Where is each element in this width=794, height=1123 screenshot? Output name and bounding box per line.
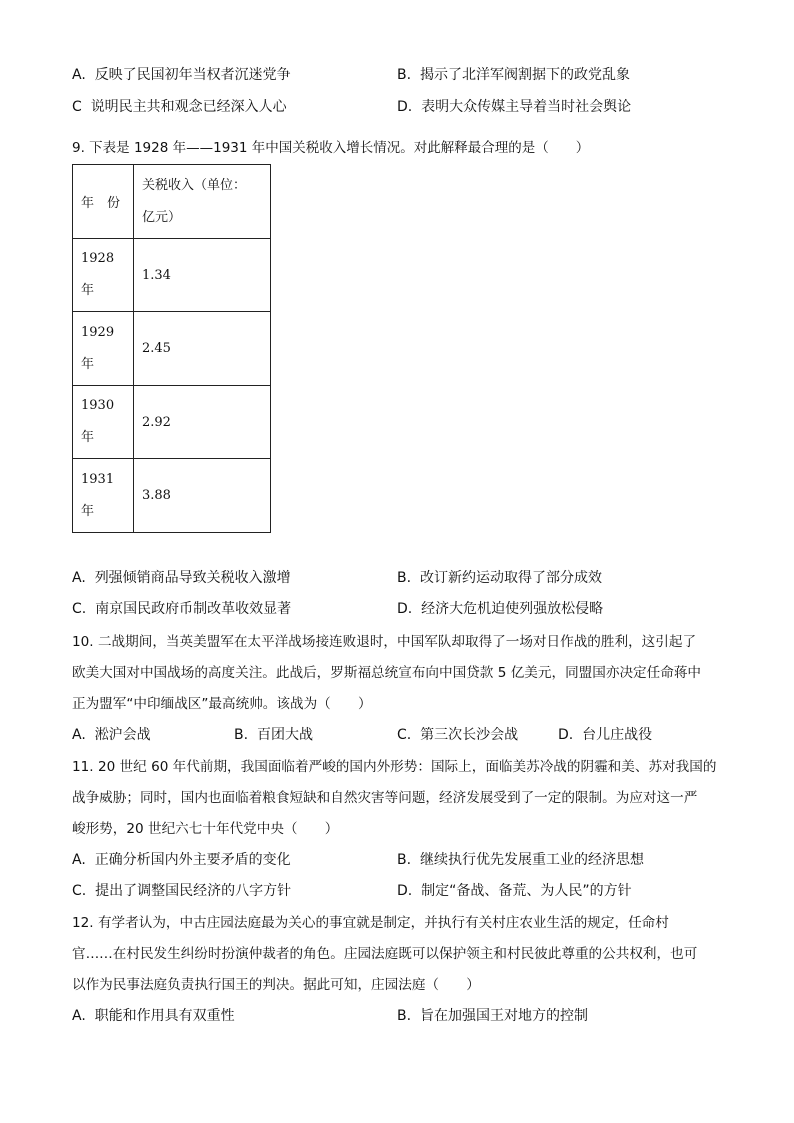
option-letter: B.: [234, 727, 249, 743]
q10-line-1: 10. 二战期间，当英美盟军在太平洋战场接连败退时，中国军队却取得了一场对日作战的胜利，这引起了: [72, 634, 697, 650]
option-text: 反映了民国初年当权者沉迷党争: [94, 67, 291, 83]
header-year: 年 份: [73, 165, 134, 239]
q10-option-d: [558, 720, 652, 751]
option-letter: C: [72, 99, 82, 115]
option-text: 表明大众传媒主导着当时社会舆论: [421, 99, 632, 115]
q8-option-b: [397, 60, 630, 91]
q12-line-1: 12. 有学者认为，中古庄园法庭最为关心的事宜就是制定，并执行有关村庄农业生活的规定，任命村: [72, 915, 669, 931]
table-header-row: [73, 165, 271, 239]
year-cell: [73, 239, 134, 312]
option-text: 提出了调整国民经济的八字方针: [95, 883, 292, 899]
q12-option-b: [397, 1001, 588, 1032]
option-text: 台儿庄战役: [582, 727, 653, 743]
value-cell: 2.92: [134, 386, 271, 459]
year-number: 1928: [81, 251, 115, 266]
q10-option-c: [397, 720, 518, 751]
year-cell: [73, 459, 134, 533]
option-text: 揭示了北洋军阀割据下的政党乱象: [419, 67, 630, 83]
year-number: 1930: [81, 398, 115, 413]
option-text: 淞沪会战: [94, 727, 151, 743]
option-text: 列强倾销商品导致关税收入激增: [94, 570, 291, 586]
q12-option-a: [72, 1001, 235, 1032]
option-letter: D.: [397, 99, 413, 115]
option-letter: C.: [72, 883, 87, 899]
q11-line-1: 11. 20 世纪 60 年代前期，我国面临着严峻的国内外形势：国际上，面临美苏冷战的阴霾和美、苏对我国的: [72, 759, 717, 775]
option-text: 改订新约运动取得了部分成效: [419, 570, 602, 586]
option-text: 百团大战: [256, 727, 313, 743]
q11-option-c: [72, 876, 291, 907]
table-row: [73, 386, 271, 459]
header-value-line1: 关税收入（单位：: [142, 177, 247, 193]
q9-option-a: [72, 563, 291, 594]
option-text: 南京国民政府币制改革收效显著: [95, 601, 292, 617]
year-cell: [73, 312, 134, 386]
q10-option-a: [72, 720, 151, 751]
year-suffix: 年: [81, 430, 95, 445]
value-cell: 2.45: [134, 312, 271, 386]
q12-line-2: 官……在村民发生纠纷时扮演仲裁者的角色。庄园法庭既可以保护领主和村民彼此尊重的公共权利，也可: [72, 946, 698, 962]
q8-option-d: [397, 92, 631, 123]
q8-option-a: [72, 60, 291, 91]
option-text: 说明民主共和观念已经深入人心: [90, 99, 287, 115]
option-letter: B.: [397, 852, 412, 868]
q10-line-3: 正为盟军“中印缅战区”最高统帅。该战为（ ）: [72, 696, 372, 712]
q8-option-c: [72, 92, 287, 123]
year-suffix: 年: [81, 503, 95, 519]
option-letter: A.: [72, 570, 86, 586]
value-cell: 1.34: [134, 239, 271, 312]
option-text: 旨在加强国王对地方的控制: [419, 1008, 588, 1024]
option-letter: A.: [72, 1008, 86, 1024]
q11-option-a: [72, 845, 291, 876]
option-text: 职能和作用具有双重性: [94, 1008, 235, 1024]
q9-stem: 9. 下表是 1928 年——1931 年中国关税收入增长情况。对此解释最合理的是（ ）: [72, 140, 590, 156]
tariff-table: [72, 164, 271, 533]
option-text: 继续执行优先发展重工业的经济思想: [419, 852, 644, 868]
option-letter: B.: [397, 1008, 412, 1024]
year-suffix: 年: [81, 356, 95, 372]
year-number: 1929: [81, 324, 115, 340]
q10-option-b: [234, 720, 313, 751]
q12-line-3: 以作为民事法庭负责执行国王的判决。据此可知，庄园法庭（ ）: [72, 977, 480, 993]
option-text: 第三次长沙会战: [420, 727, 519, 743]
q11-line-3: 峻形势，20 世纪六七十年代党中央（ ）: [72, 821, 339, 837]
table-row: [73, 239, 271, 312]
header-value: [134, 165, 271, 239]
q11-line-2: 战争威胁；同时，国内也面临着粮食短缺和自然灾害等问题，经济发展受到了一定的限制。为应对这一严: [72, 790, 698, 806]
q9-option-b: [397, 563, 602, 594]
table-row: [73, 312, 271, 386]
option-letter: C.: [72, 601, 87, 617]
option-letter: A.: [72, 67, 86, 83]
value-cell: 3.88: [134, 459, 271, 533]
option-text: 制定“备战、备荒、为人民”的方针: [421, 883, 632, 899]
option-letter: D.: [397, 601, 413, 617]
option-letter: B.: [397, 570, 412, 586]
option-letter: A.: [72, 852, 86, 868]
q11-option-b: [397, 845, 644, 876]
option-letter: A.: [72, 727, 86, 743]
option-text: 经济大危机迫使列强放松侵略: [421, 601, 604, 617]
option-text: 正确分析国内外主要矛盾的变化: [94, 852, 291, 868]
option-letter: B.: [397, 67, 412, 83]
option-letter: D.: [558, 727, 574, 743]
header-value-line2: 亿元）: [142, 209, 182, 225]
option-letter: C.: [397, 727, 412, 743]
option-letter: D.: [397, 883, 413, 899]
q9-option-d: [397, 594, 603, 625]
q11-option-d: [397, 876, 632, 907]
q9-option-c: [72, 594, 291, 625]
year-cell: [73, 386, 134, 459]
table-row: [73, 459, 271, 533]
q10-line-2: 欧美大国对中国战场的高度关注。此战后，罗斯福总统宣布向中国贷款 5 亿美元，同盟国亦决定任命蒋中: [72, 665, 702, 681]
year-suffix: 年: [81, 283, 95, 298]
year-number: 1931: [81, 471, 115, 487]
